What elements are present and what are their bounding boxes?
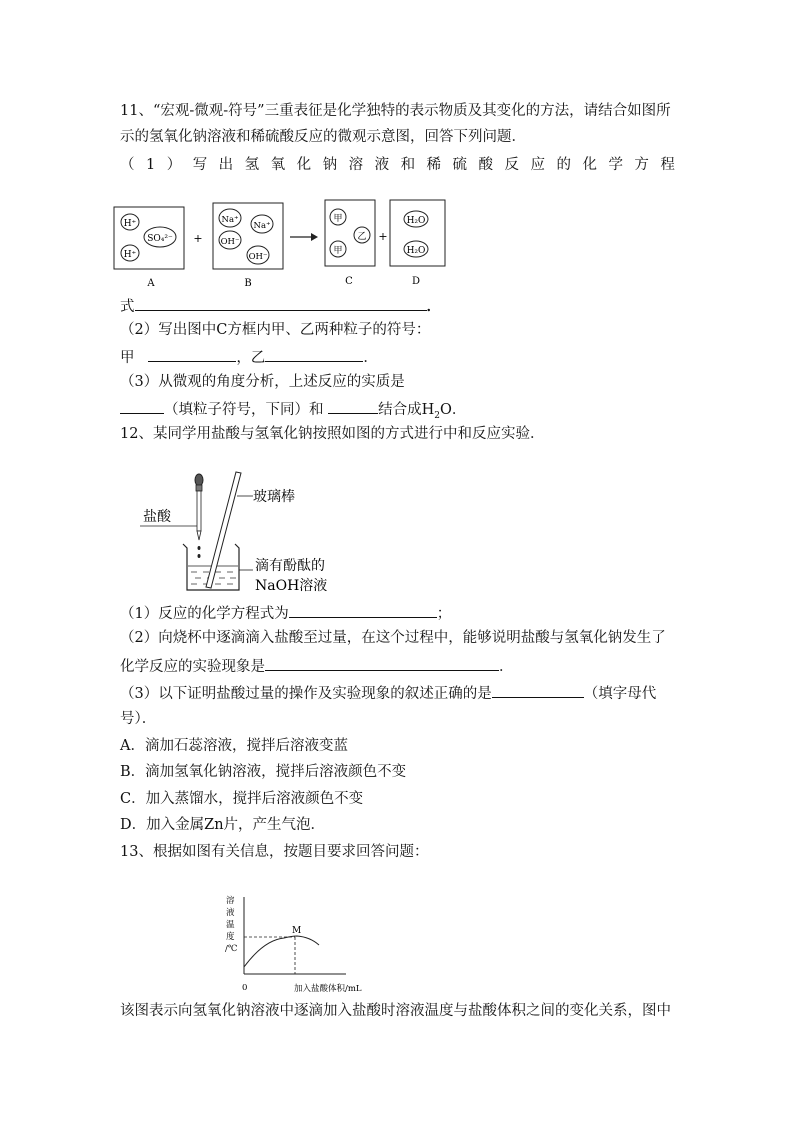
q13-temperature-graph [222, 892, 382, 996]
q11-sub1-char: 硫 [452, 157, 468, 173]
q11-yi-answer-blank[interactable] [265, 347, 363, 362]
q12-sub2-text: 化学反应的实验现象是 [120, 659, 265, 675]
q12-sub1-end: ； [436, 606, 452, 622]
q11-sub2-yi-label: ，乙 [236, 350, 266, 366]
temperature-curve [244, 936, 319, 967]
q11-stem-line2: 示的氢氧化钠溶液和稀硫酸反应的微观示意图，回答下列问题． [120, 129, 526, 145]
label-solution-2: NaOH溶液 [255, 578, 328, 594]
ion-oh-minus-1: OH⁻ [220, 237, 240, 247]
arrow-head [311, 233, 318, 241]
q11-sub1-char: 学 [608, 157, 623, 173]
q11-sub3-subscript: 2 [434, 410, 440, 421]
q11-sub1-char: 酸 [478, 157, 494, 173]
q12-sub1-line [120, 603, 451, 623]
q11-sub1-char: 写 [192, 157, 208, 173]
ylabel-char-4: 度 [226, 932, 235, 942]
particle-jia-2: 甲 [333, 246, 343, 256]
water-1: H₂O [406, 216, 426, 226]
xlabel: 加入盐酸体积/mL [294, 984, 362, 994]
q11-sub1-char: 氢 [244, 157, 260, 173]
origin-label: 0 [242, 983, 248, 993]
ion-h-plus-2: H⁺ [123, 250, 137, 260]
q11-sub3-mid: （填粒子符号，下同）和 [164, 402, 324, 418]
q11-sub3: （3）从微观的角度分析，上述反应的实质是 [120, 374, 405, 390]
ion-h-plus-1: H⁺ [123, 219, 137, 229]
q11-sub3-blank-2[interactable] [328, 399, 378, 414]
q12-sub2-answer-blank[interactable] [265, 656, 499, 671]
box-b-label: B [244, 278, 252, 289]
water-2: H₂O [406, 246, 426, 256]
q11-sub1-char: 稀 [426, 157, 442, 173]
q11-sub1-char: ） [166, 157, 182, 173]
q11-sub3-end-post: O． [440, 402, 467, 418]
q11-sub1-char: 的 [556, 157, 571, 173]
q11-sub2-jia-label: 甲 [120, 350, 135, 366]
q11-sub1-char: 化 [582, 157, 597, 173]
q11-sub1-char: （ [120, 157, 135, 173]
q11-sub1-char: 出 [218, 157, 234, 173]
ylabel-char-3: 温 [226, 920, 235, 930]
q12-sub3-line2: 号）． [120, 711, 157, 727]
q13-stem: 13、根据如图有关信息，按题目要求回答问题： [120, 844, 429, 860]
drop [198, 546, 201, 550]
q11-sub1-end: 式 [120, 299, 135, 315]
q11-sub1-answer-blank[interactable] [135, 296, 427, 311]
q12-sub3-line1 [120, 683, 656, 703]
q12-option-d: D．加入金属Zn片，产生气泡． [120, 817, 326, 833]
q11-sub1-char: 和 [400, 157, 416, 173]
q11-sub1-char: 程 [660, 157, 675, 173]
q12-beaker-figure [135, 468, 365, 600]
q11-sub1-char: 1 [145, 157, 156, 173]
q11-sub1-char: 氧 [270, 157, 286, 173]
q12-sub3-answer-blank[interactable] [492, 683, 584, 698]
dropper-tube [197, 491, 201, 531]
glass-rod [206, 472, 241, 588]
box-d-label: D [411, 276, 421, 287]
q11-sub3-blanks [120, 399, 466, 425]
ion-oh-minus-2: OH⁻ [248, 252, 268, 262]
label-solution-1: 滴有酚酞的 [255, 558, 325, 574]
ion-na-plus-1: Na⁺ [221, 215, 239, 225]
ion-na-plus-2: Na⁺ [253, 221, 271, 231]
q11-sub1-line [120, 156, 675, 174]
q11-sub1-blank-line [120, 296, 441, 316]
q12-sub2-line2 [120, 656, 514, 676]
q12-option-b: B．滴加氢氧化钠溶液，搅拌后溶液颜色不变 [120, 764, 407, 780]
q11-sub1-char: 应 [530, 157, 545, 173]
plus-sign-1: + [193, 232, 203, 245]
drop [198, 554, 201, 558]
q11-sub2-blanks [120, 347, 378, 367]
q11-sub3-end-pre: 结合成H [378, 402, 435, 418]
q11-sub1-dot: ． [426, 298, 441, 315]
point-m-label: M [292, 926, 302, 936]
q11-sub1-char: 溶 [348, 157, 364, 173]
q12-option-a: A．滴加石蕊溶液，搅拌后溶液变蓝 [120, 738, 348, 754]
ylabel-unit: /℃ [225, 944, 238, 954]
box-c [325, 200, 375, 266]
q11-stem-line1: 11、“宏观-微观-符号”三重表征是化学独特的表示物质及其变化的方法，请结合如图所 [120, 103, 671, 119]
box-c-label: C [345, 276, 353, 287]
q11-sub1-char: 液 [374, 157, 390, 173]
q11-reaction-figure [110, 195, 460, 295]
box-d [390, 200, 445, 266]
q12-sub3-text: （3）以下证明盐酸过量的操作及实验现象的叙述正确的是 [120, 686, 492, 702]
dropper-tip [197, 531, 201, 540]
ylabel-char-2: 液 [226, 908, 235, 918]
q12-option-c: C．加入蒸馏水，搅拌后溶液颜色不变 [120, 791, 364, 807]
label-acid: 盐酸 [143, 509, 171, 525]
q11-sub3-blank-1[interactable] [120, 399, 164, 414]
q11-sub1-char: 化 [296, 157, 312, 173]
q12-sub3-end: （填字母代 [583, 686, 657, 702]
q11-jia-answer-blank[interactable] [148, 347, 236, 362]
dropper-neck [196, 485, 202, 491]
q11-sub2-end: ． [363, 350, 378, 366]
q11-sub1-char: 反 [504, 157, 519, 173]
q12-stem: 12、某同学用盐酸与氢氧化钠按照如图的方式进行中和反应实验． [120, 426, 545, 442]
q12-sub2-end: ． [499, 659, 514, 675]
q13-description: 该图表示向氢氧化钠溶液中逐滴加入盐酸时溶液温度与盐酸体积之间的变化关系，图中 [120, 1003, 671, 1019]
particle-jia-1: 甲 [333, 214, 343, 224]
box-a-label: A [147, 278, 155, 289]
ylabel-char-1: 溶 [226, 896, 235, 906]
label-rod: 玻璃棒 [253, 489, 295, 505]
q12-sub2-line1: （2）向烧杯中逐滴滴入盐酸至过量，在这个过程中，能够说明盐酸与氢氧化钠发生了 [120, 630, 666, 646]
q12-sub1-answer-blank[interactable] [289, 603, 437, 618]
q12-sub1: （1）反应的化学方程式为 [120, 606, 289, 622]
q11-sub1-char: 方 [634, 157, 649, 173]
ion-sulfate: SO₄²⁻ [147, 234, 173, 244]
plus-sign-2: + [378, 230, 388, 243]
particle-yi: 乙 [357, 232, 367, 242]
q11-sub1-char: 钠 [322, 157, 338, 173]
dropper-bulb [195, 474, 203, 486]
q11-sub2: （2）写出图中C方框内甲、乙两种粒子的符号： [120, 322, 431, 338]
